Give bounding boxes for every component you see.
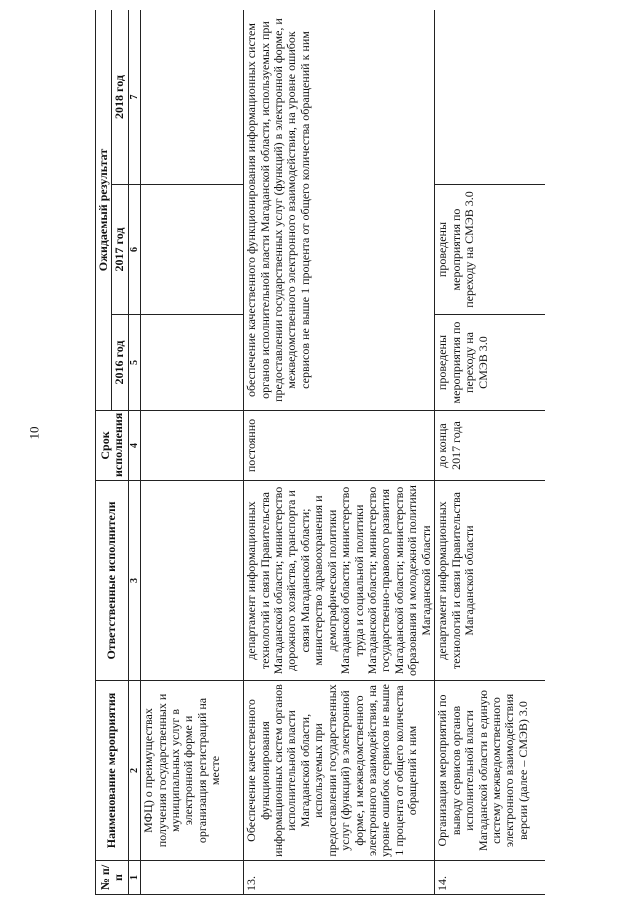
- header-2016: 2016 год: [112, 315, 128, 411]
- header-row-1: [96, 10, 112, 895]
- row-executors: департамент информационных технологий и связи Правительства Магаданской области; министерство дорожного хозяйства, транспорта и связи Магаданской области; министерство здравоохранения и демографической политики Магаданской области; министерство труда и социальной политики Магаданской области; министерство государственно-правового развития Магаданской области; министерство образования и молодежной политики Магаданской области: [244, 481, 435, 681]
- row-result-2016: проведены мероприятия по переходу на СМЭВ 3.0: [435, 315, 545, 411]
- rotated-table-wrapper: [95, 10, 545, 895]
- row-executors: [141, 481, 244, 681]
- column-number: 5: [128, 315, 140, 411]
- header-name: Наименование мероприятия: [96, 681, 129, 861]
- measures-table: [95, 10, 545, 895]
- row-deadline: до конца 2017 года: [435, 411, 545, 481]
- column-number-row: [128, 10, 140, 895]
- row-executors: департамент информационных технологий и связи Правительства Магаданской области: [435, 481, 545, 681]
- header-expected-result: Ожидаемый результат: [96, 10, 112, 411]
- row-result-2018: [141, 10, 244, 185]
- table-row: [435, 10, 545, 895]
- row-num: [141, 861, 244, 895]
- row-num: 14.: [435, 861, 545, 895]
- column-number: 1: [128, 861, 140, 895]
- column-number: 4: [128, 411, 140, 481]
- row-deadline: постоянно: [244, 411, 435, 481]
- header-executors: Ответственные исполнители: [96, 481, 129, 681]
- row-measure-name: Организация мероприятий по выводу сервисов органов исполнительной власти Магаданской области в единую систему межведомственного электронного взаимодействия версии (далее – СМЭВ) 3.0: [435, 681, 545, 861]
- header-deadline: Срок исполнения: [96, 411, 129, 481]
- row-deadline: [141, 411, 244, 481]
- header-2017: 2017 год: [112, 185, 128, 315]
- row-result-2018: [435, 10, 545, 185]
- table-row: [244, 10, 435, 895]
- row-measure-name: МФЦ) о преимуществах получения государственных и муниципальных услуг в электронной форме и организация регистраций на месте: [141, 681, 244, 861]
- row-expected-result-merged: обеспечение качественного функционирования информационных систем органов исполнительной власти Магаданской области, используемых при предоставлении государственных услуг (функций) в электронной форме, и межведомственного электронного взаимодействия, на уровне ошибок сервисов не выше 1 процента от общего количества обращений к ним: [244, 10, 435, 411]
- page-number: 10: [26, 426, 42, 440]
- column-number: 3: [128, 481, 140, 681]
- column-number: 2: [128, 681, 140, 861]
- column-number: 6: [128, 185, 140, 315]
- row-result-2016: [141, 315, 244, 411]
- rotated-table-container: [95, 10, 545, 895]
- row-result-2017: проведены мероприятия по переходу на СМЭВ 3.0: [435, 185, 545, 315]
- header-num: № п/п: [96, 861, 129, 895]
- row-result-2017: [141, 185, 244, 315]
- column-number: 7: [128, 10, 140, 185]
- table-row: [141, 10, 244, 895]
- header-2018: 2018 год: [112, 10, 128, 185]
- row-num: 13.: [244, 861, 435, 895]
- row-measure-name: Обеспечение качественного функционирования информационных систем органов исполнительной власти Магаданской области, используемых при предоставлении государственных услуг (функций) в электронной форме, и межведомственного электронного взаимодействия, на уровне ошибок сервисов не выше 1 процента от общего количества обращений к ним: [244, 681, 435, 861]
